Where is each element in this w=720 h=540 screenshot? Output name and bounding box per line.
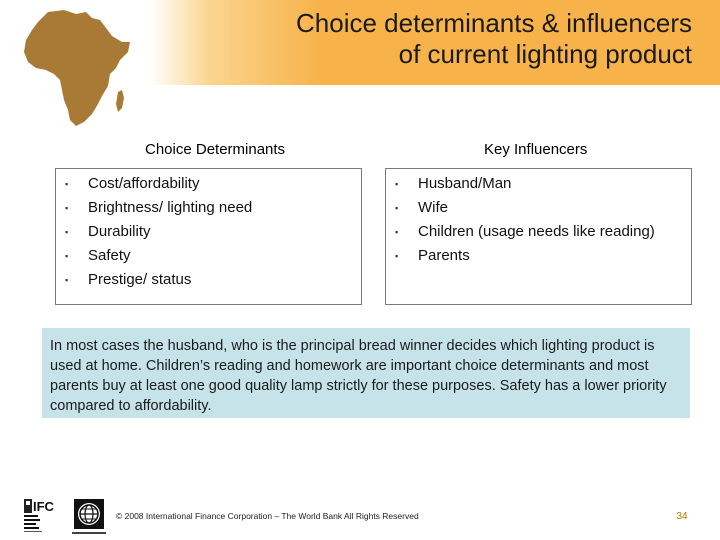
- list-item: [386, 196, 691, 220]
- list-item: [56, 268, 361, 292]
- list-item-label: Prestige/ status: [88, 271, 192, 288]
- list-item: [386, 220, 691, 244]
- page-number: 34: [676, 511, 688, 522]
- bullet-icon: ▪: [65, 227, 69, 237]
- list-item: [56, 220, 361, 244]
- slide-title: [172, 8, 692, 70]
- list-item: [56, 196, 361, 220]
- bullet-icon: ▪: [65, 179, 69, 189]
- title-line-1: Choice determinants & influencers: [296, 8, 692, 38]
- bullet-icon: ▪: [65, 203, 69, 213]
- bullet-icon: ▪: [65, 275, 69, 285]
- key-influencers-heading: Key Influencers: [484, 141, 588, 158]
- choice-determinants-box: [55, 168, 362, 305]
- bullet-icon: ▪: [395, 203, 399, 213]
- bullet-icon: ▪: [395, 227, 399, 237]
- bullet-icon: ▪: [395, 251, 399, 261]
- list-item-label: Children (usage needs like reading): [418, 223, 655, 240]
- svg-text:IFC: IFC: [33, 499, 54, 514]
- list-item-label: Parents: [418, 247, 470, 264]
- bullet-icon: ▪: [65, 251, 69, 261]
- list-item-label: Wife: [418, 199, 448, 216]
- bullet-icon: ▪: [395, 179, 399, 189]
- list-item: [386, 244, 691, 268]
- world-bank-logo-icon: [68, 497, 108, 539]
- ifc-logo-icon: [23, 497, 63, 539]
- list-item-label: Brightness/ lighting need: [88, 199, 253, 216]
- key-influencers-box: [385, 168, 692, 305]
- list-item: [56, 172, 361, 196]
- africa-map-icon: [18, 8, 138, 136]
- list-item-label: Durability: [88, 223, 151, 240]
- list-item-label: Husband/Man: [418, 175, 512, 192]
- list-item-label: Cost/affordability: [88, 175, 200, 192]
- title-line-2: of current lighting product: [398, 39, 692, 69]
- list-item: [56, 244, 361, 268]
- choice-determinants-heading: Choice Determinants: [145, 141, 286, 158]
- copyright-text: © 2008 International Finance Corporation – The World Bank All Rights Reserved: [116, 511, 419, 521]
- list-item-label: Safety: [88, 247, 131, 264]
- summary-note: In most cases the husband, who is the principal bread winner decides which lighting product is used at home. Children’s reading and homework are important choice determinants and most parents buy at least one good quality lamp strictly for these purposes. Safety has a lower priority compared to affordability.: [42, 328, 690, 418]
- list-item: [386, 172, 691, 196]
